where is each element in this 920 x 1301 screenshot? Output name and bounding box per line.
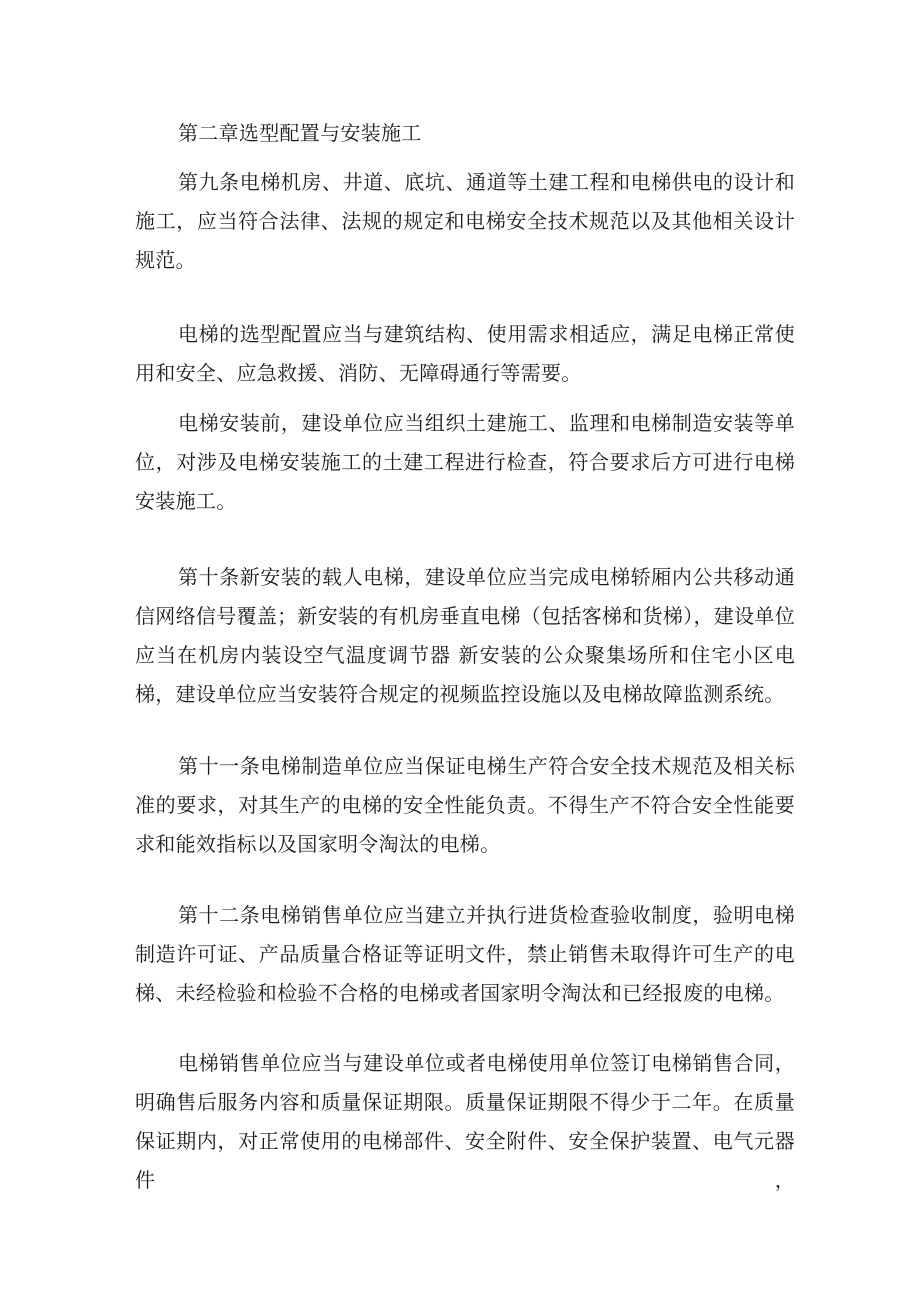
sales-contract-paragraph: 电梯销售单位应当与建设单位或者电梯使用单位签订电梯销售合同，明确售后服务内容和质量保证期限。质量保证期限不得少于二年。在质量保证期内，对正常使用的电梯部件、安全附件、安全保护装置、电气元器件， bbox=[135, 1051, 795, 1192]
article-12-paragraph: 第十二条电梯销售单位应当建立并执行进货检查验收制度，验明电梯制造许可证、产品质量合格证等证明文件，禁止销售未取得许可生产的电梯、未经检验和检验不合格的电梯或者国家明令淘汰和已经报废的电梯。 bbox=[135, 903, 795, 1005]
chapter-heading: 第二章选型配置与安装施工 bbox=[178, 121, 422, 145]
pre-installation-inspection-paragraph: 电梯安装前，建设单位应当组织土建施工、监理和电梯制造安装等单位，对涉及电梯安装施工的土建工程进行检查，符合要求后方可进行电梯安装施工。 bbox=[135, 411, 795, 513]
article-10-paragraph: 第十条新安装的载人电梯，建设单位应当完成电梯轿厢内公共移动通信网络信号覆盖；新安装的有机房垂直电梯（包括客梯和货梯），建设单位应当在机房内装设空气温度调节器 新安装的公众聚集场所和住宅小区电梯，建设单位应当安装符合规定的视频监控设施以及电梯故障监测系统。 bbox=[135, 565, 795, 706]
elevator-selection-paragraph: 电梯的选型配置应当与建筑结构、使用需求相适应，满足电梯正常使用和安全、应急救援、消防、无障碍通行等需要。 bbox=[135, 322, 795, 385]
article-11-paragraph: 第十一条电梯制造单位应当保证电梯生产符合安全技术规范及相关标准的要求，对其生产的电梯的安全性能负责。不得生产不符合安全性能要求和能效指标以及国家明令淘汰的电梯。 bbox=[135, 754, 795, 856]
article-9-paragraph: 第九条电梯机房、井道、底坑、通道等土建工程和电梯供电的设计和施工，应当符合法律、法规的规定和电梯安全技术规范以及其他相关设计规范。 bbox=[135, 170, 795, 272]
